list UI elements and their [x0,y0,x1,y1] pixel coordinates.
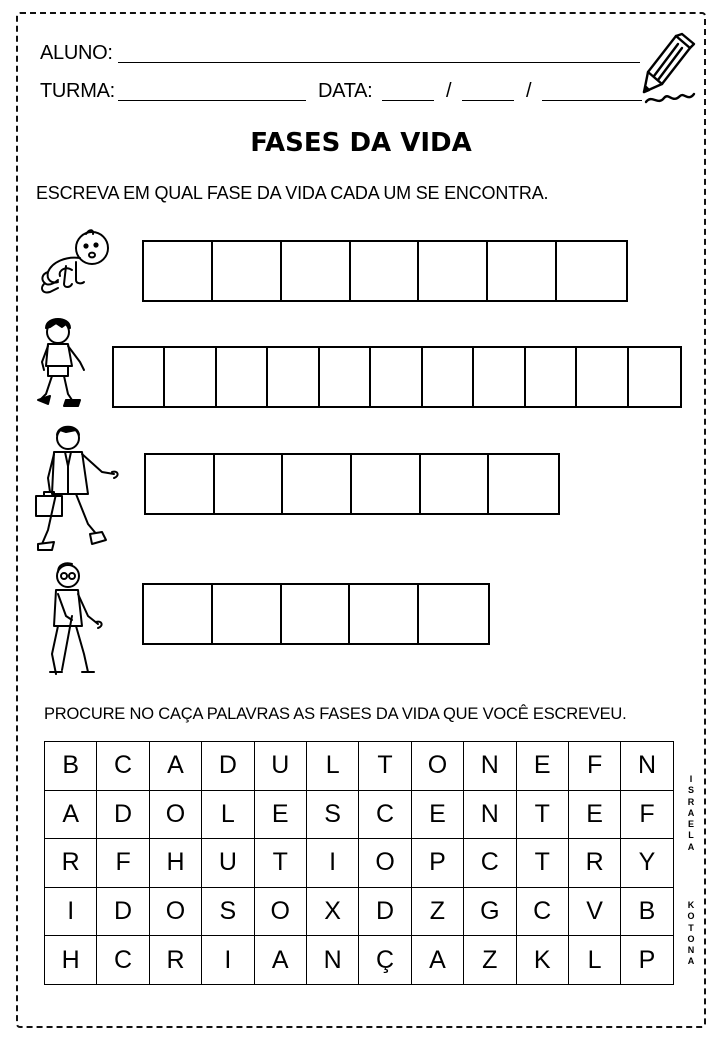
word-search-cell[interactable]: R [149,936,201,985]
word-search-cell[interactable]: E [568,790,620,839]
credit-last-name: K O T O N A [684,900,698,968]
turma-line[interactable] [118,100,306,101]
pencil-icon [636,32,698,110]
word-search-cell[interactable]: C [97,742,149,791]
letter-box[interactable] [320,348,371,406]
word-search-grid [44,741,674,985]
word-search-cell[interactable]: Z [411,887,463,936]
letter-box[interactable] [526,348,577,406]
word-search-cell[interactable]: R [45,839,97,888]
word-search-cell[interactable]: T [359,742,411,791]
data-day-line[interactable] [382,100,434,101]
word-search-cell[interactable]: N [464,790,516,839]
word-search-cell[interactable]: A [411,936,463,985]
word-search-cell[interactable]: F [568,742,620,791]
word-search-cell[interactable]: N [621,742,673,791]
letter-box[interactable] [557,242,626,300]
word-search-cell[interactable]: L [568,936,620,985]
letter-box[interactable] [352,455,421,513]
word-search-row [45,936,674,985]
word-search-cell[interactable]: P [621,936,673,985]
word-search-cell[interactable]: O [359,839,411,888]
date-slash: / [526,80,532,102]
instruction-write: ESCREVA EM QUAL FASE DA VIDA CADA UM SE ENCONTRA. [36,183,549,203]
letter-box[interactable] [419,242,488,300]
word-search-cell[interactable]: U [254,742,306,791]
word-search-cell[interactable]: T [516,790,568,839]
letter-box[interactable] [351,242,420,300]
answer-boxes-adult[interactable] [144,453,560,515]
answer-boxes-boy[interactable] [112,346,682,408]
letter-box[interactable] [213,585,282,643]
word-search-cell[interactable]: B [621,887,673,936]
letter-box[interactable] [146,455,215,513]
letter-box[interactable] [489,455,558,513]
word-search-cell[interactable]: L [306,742,358,791]
word-search-cell[interactable]: O [254,887,306,936]
word-search-cell[interactable]: I [45,887,97,936]
word-search-cell[interactable]: I [306,839,358,888]
letter-box[interactable] [629,348,680,406]
letter-box[interactable] [165,348,216,406]
letter-box[interactable] [577,348,628,406]
letter-box[interactable] [282,242,351,300]
instruction-word-search: PROCURE NO CAÇA PALAVRAS AS FASES DA VIDA QUE VOCÊ ESCREVEU. [44,705,627,723]
letter-box[interactable] [282,585,351,643]
letter-box[interactable] [350,585,419,643]
elderly-man-cane-icon [40,560,106,678]
word-search-cell[interactable]: O [149,887,201,936]
word-search-cell[interactable]: H [45,936,97,985]
word-search-cell[interactable]: F [97,839,149,888]
credit-first-name: I S R A E L A [684,774,698,853]
word-search-cell[interactable]: R [568,839,620,888]
word-search-cell[interactable]: S [306,790,358,839]
word-search-cell[interactable]: Z [464,936,516,985]
answer-boxes-baby[interactable] [142,240,628,302]
word-search-cell[interactable]: Y [621,839,673,888]
letter-box[interactable] [268,348,319,406]
word-search-cell[interactable]: E [411,790,463,839]
word-search-cell[interactable]: Ç [359,936,411,985]
word-search-cell[interactable]: D [97,887,149,936]
word-search-cell[interactable]: F [621,790,673,839]
word-search-row [45,887,674,936]
letter-box[interactable] [144,585,213,643]
word-search-cell[interactable]: O [149,790,201,839]
word-search-cell[interactable]: P [411,839,463,888]
letter-box[interactable] [114,348,165,406]
letter-box[interactable] [215,455,284,513]
baby-crawling-icon [36,222,116,300]
letter-box[interactable] [213,242,282,300]
letter-box[interactable] [371,348,422,406]
word-search-cell[interactable]: X [306,887,358,936]
word-search-row [45,790,674,839]
word-search-cell[interactable]: D [202,742,254,791]
letter-box[interactable] [217,348,268,406]
page-title: FASES DA VIDA [250,128,472,158]
word-search-cell[interactable]: C [359,790,411,839]
word-search-cell[interactable]: T [516,839,568,888]
date-slash: / [446,80,452,102]
letter-box[interactable] [419,585,488,643]
adult-man-briefcase-icon [32,420,122,554]
letter-box[interactable] [144,242,213,300]
letter-box[interactable] [283,455,352,513]
letter-box[interactable] [474,348,525,406]
word-search-cell[interactable]: S [202,887,254,936]
word-search-cell[interactable]: I [202,936,254,985]
answer-boxes-elderly[interactable] [142,583,490,645]
turma-label: TURMA: [40,80,115,102]
word-search-row [45,839,674,888]
word-search-cell[interactable]: C [464,839,516,888]
word-search-cell[interactable]: D [359,887,411,936]
word-search-cell[interactable]: A [254,936,306,985]
word-search-cell[interactable]: B [45,742,97,791]
word-search-cell[interactable]: H [149,839,201,888]
letter-box[interactable] [423,348,474,406]
word-search-cell[interactable]: U [202,839,254,888]
word-search-cell[interactable]: D [97,790,149,839]
word-search-cell[interactable]: A [149,742,201,791]
word-search-cell[interactable]: V [568,887,620,936]
word-search-cell[interactable]: N [464,742,516,791]
word-search-cell[interactable]: G [464,887,516,936]
data-year-line[interactable] [542,100,642,101]
boy-walking-icon [34,314,90,410]
word-search-cell[interactable]: C [97,936,149,985]
letter-box[interactable] [488,242,557,300]
word-search-row [45,742,674,791]
letter-box[interactable] [421,455,490,513]
aluno-line[interactable] [118,62,640,63]
word-search-cell[interactable]: E [516,742,568,791]
word-search-cell[interactable]: N [306,936,358,985]
data-label: DATA: [318,80,373,102]
word-search-cell[interactable]: K [516,936,568,985]
word-search-cell[interactable]: E [254,790,306,839]
aluno-label: ALUNO: [40,42,113,64]
word-search-cell[interactable]: L [202,790,254,839]
word-search-cell[interactable]: C [516,887,568,936]
word-search-cell[interactable]: O [411,742,463,791]
word-search-cell[interactable]: T [254,839,306,888]
word-search-cell[interactable]: A [45,790,97,839]
data-month-line[interactable] [462,100,514,101]
